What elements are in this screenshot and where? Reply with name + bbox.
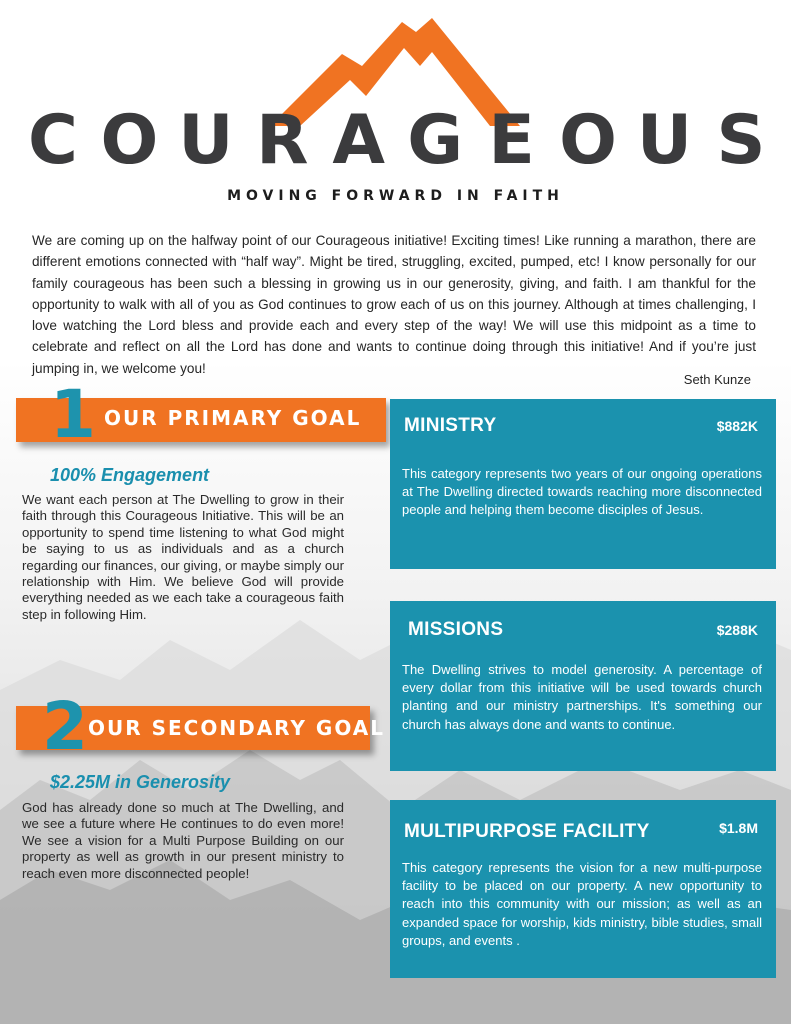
multipurpose-facility-description: This category represents the vision for a new multi-purpose facility to be placed on our property. A new opportunity to reach into this community with our mission; as well as an expanded space for worship, kids ministry, bible studies, small groups, and events . <box>402 860 762 948</box>
primary-goal-subtitle: 100% Engagement <box>50 465 210 485</box>
missions-description: The Dwelling strives to model generosity. A percentage of every dollar from this initiative will be used towards church planting and our ministry partnerships. It's something our church has always done and wants to continue. <box>402 662 762 732</box>
title-letter: C <box>28 100 78 180</box>
missions-title: MISSIONS <box>408 619 504 640</box>
title-letter: A <box>332 100 386 180</box>
signature: Seth Kunze <box>683 372 751 387</box>
title-letter: U <box>636 100 693 180</box>
title-letter: R <box>256 100 309 180</box>
ministry-description: This category represents two years of our ongoing operations at The Dwelling directed towards reaching more disconnected people and helping them become disciples of Jesus. <box>402 466 762 518</box>
multipurpose-facility-title: MULTIPURPOSE FACILITY <box>404 821 650 842</box>
primary-goal-title: OUR PRIMARY GOAL <box>104 406 362 430</box>
missions-card <box>390 601 776 771</box>
tagline: MOVING FORWARD IN FAITH <box>227 188 564 204</box>
secondary-goal-number: 2 <box>42 688 88 765</box>
secondary-goal-description: God has already done so much at The Dwelling, and we see a future where He continues to do even more! We see a vision for a Multi Purpose Building on our property as well as growth in our present ministry to reach even more disconnected people! <box>22 800 344 881</box>
ministry-card <box>390 399 776 569</box>
title-letter: O <box>100 100 159 180</box>
multipurpose-facility-card <box>390 800 776 978</box>
intro-paragraph: We are coming up on the halfway point of our Courageous initiative! Exciting times! Like running a marathon, there are different emotions connected with “half way”. Might be tired, struggling, excited, pumped, etc! I know personally for our family courageous has been such a blessing in growing us in our generosity, giving, and faith. I am thankful for the opportunity to walk with all of you as God continues to grow each of us on this journey. Although at times challenging, I love watching the Lord bless and provide each and every step of the way! We will use this midpoint as a time to celebrate and reflect on all the Lord has done and wants to continue doing through this initiative! And if you’re just jumping in, we welcome you! <box>32 233 756 376</box>
primary-goal-description: We want each person at The Dwelling to grow in their faith through this Courageous Initiative. This will be an opportunity to spend time listening to what God might be saying to us as individuals and as a church regarding our finances, our giving, or maybe simply our relationship with Him. We believe God will provide everything needed as we each take a courageous faith step in following Him. <box>22 492 344 622</box>
secondary-goal-subtitle: $2.25M in Generosity <box>50 772 231 792</box>
title-letter: U <box>178 100 234 180</box>
courageous-title <box>22 100 772 180</box>
title-letter: O <box>559 100 617 180</box>
title-letter: S <box>716 100 766 180</box>
ministry-title: MINISTRY <box>404 415 497 436</box>
multipurpose-facility-amount: $1.8M <box>719 820 758 836</box>
primary-goal-number: 1 <box>50 376 96 453</box>
ministry-amount: $882K <box>716 418 758 434</box>
title-letter: E <box>488 100 535 180</box>
secondary-goal-title: OUR SECONDARY GOAL <box>88 716 386 740</box>
missions-amount: $288K <box>716 622 758 638</box>
title-letter: G <box>407 100 464 180</box>
